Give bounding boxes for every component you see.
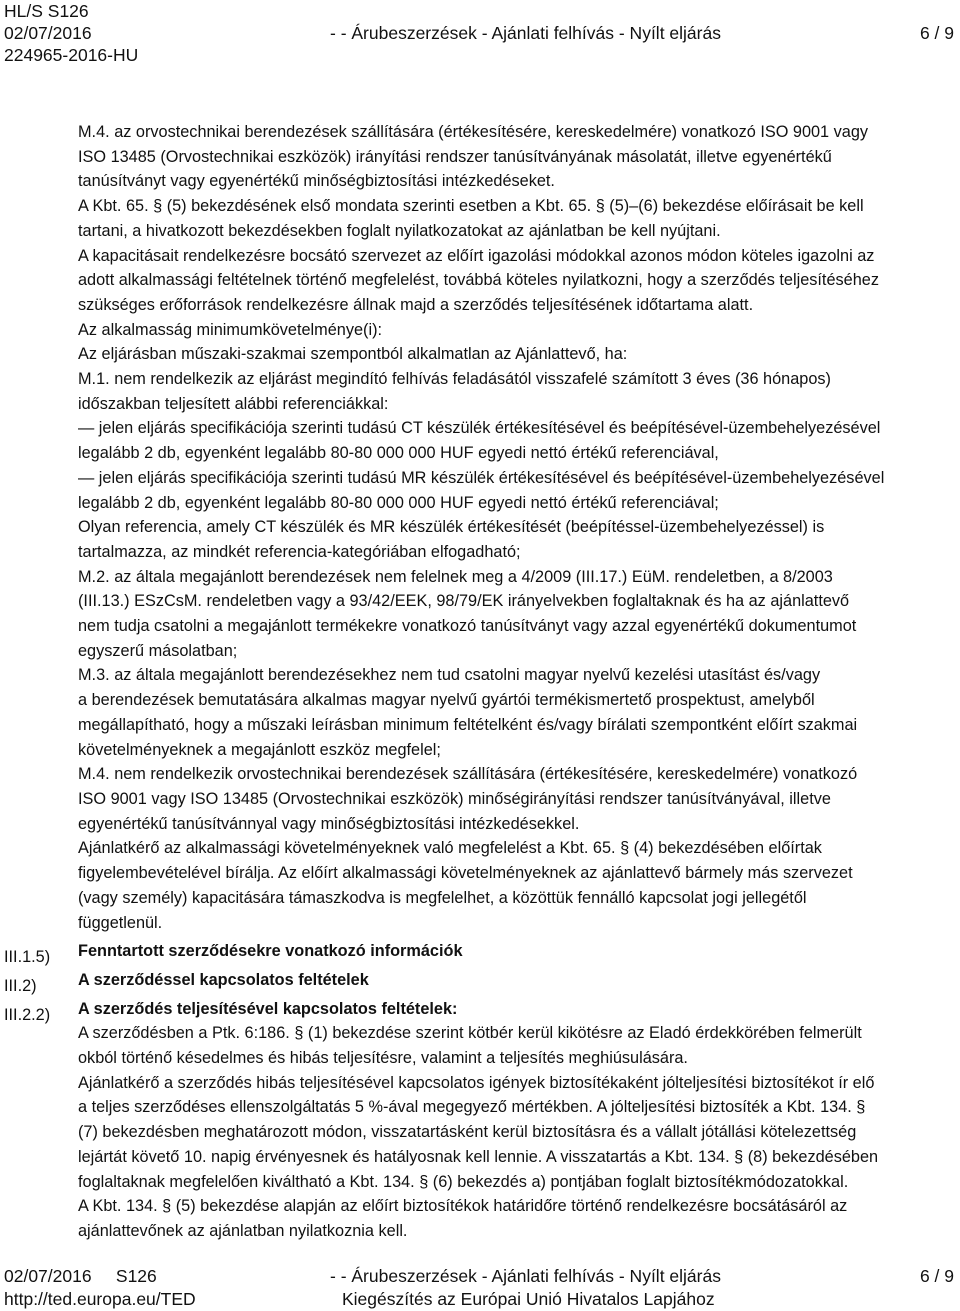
- text-line: Olyan referencia, amely CT készülék és MR készülék értékesítését (beépítéssel-üzembehelyezéssel) is: [78, 518, 825, 537]
- document-body: [78, 120, 956, 1244]
- text-line: tartani, a hivatkozott bekezdésekben foglalt nyilatkozatokat az ajánlatban be kell nyújtani.: [78, 221, 721, 240]
- text-line: Az eljárásban műszaki-szakmai szempontból alkalmatlan az Ajánlattevő, ha:: [78, 345, 628, 364]
- header-ref: 224965-2016-HU: [4, 45, 139, 65]
- text-line: legalább 2 db, egyenként legalább 80-80 000 000 HUF egyedi nettó értékű referenciával,: [78, 444, 719, 463]
- text-line: követelményeknek a megajánlott eszköz megfelel;: [78, 740, 441, 759]
- text-line: időszakban teljesített alábbi referenciákkal:: [78, 394, 389, 413]
- text-line: tartalmazza, az mindkét referencia-kategóriában elfogadható;: [78, 542, 521, 561]
- text-line: M.4. nem rendelkezik orvostechnikai berendezések szállítására (értékesítésére, kereskedelmére) vonatkozó: [78, 765, 858, 784]
- section-number: III.2): [4, 977, 37, 995]
- text-line: a berendezések bemutatására alkalmas magyar nyelvű gyártói termékismertető prospektust, amelyből: [78, 691, 815, 710]
- text-line: ISO 13485 (Orvostechnikai eszközök) irányítási rendszer tanúsítványának másolatát, illetve egyenértékű: [78, 147, 832, 166]
- header-page-number: 6 / 9: [919, 23, 954, 43]
- text-line: foglaltaknak megfelelően kiváltható a Kbt. 134. § (6) bekezdés a) pontjában foglalt biztosítékmódozatokkal.: [78, 1172, 849, 1191]
- section-number: III.1.5): [4, 948, 51, 966]
- text-line: A kapacitásait rendelkezésre bocsátó szervezet az előírt igazolási módokkal azonos módon köteles igazolni az: [78, 246, 875, 265]
- text-line: okból történő késedelmes és hibás teljesítésre, valamint a teljesítés meghiúsulására.: [78, 1049, 688, 1068]
- text-line: szükséges erőforrások rendelkezésre állnak majd a szerződés teljesítésének időtartama alatt.: [78, 295, 754, 314]
- text-line: (7) bekezdésben meghatározott módon, visszatartásként kerül biztosításra és a vállalt jótállási kötelezettség: [78, 1123, 857, 1142]
- text-line: függetlenül.: [78, 913, 163, 932]
- text-line: egyenértékű tanúsítvánnyal vagy minőségbiztosítási intézkedésekkel.: [78, 814, 580, 833]
- footer-publisher: Kiegészítés az Európai Unió Hivatalos Lapjához: [342, 1289, 715, 1309]
- text-line: egyszerű másolatban;: [78, 641, 238, 660]
- section-number: III.2.2): [4, 1006, 51, 1024]
- text-line: a teljes szerződéses ellenszolgáltatás 5 %-ával megegyező mértékben. A jólteljesítési biztosíték a Kbt. 134. §: [78, 1098, 866, 1117]
- text-line: tanúsítványt vagy egyenértékű minőségbiztosítási intézkedéseket.: [78, 172, 555, 191]
- text-line: — jelen eljárás specifikációja szerinti tudású CT készülék értékesítésével és beépítésével-üzembehelyezésével: [78, 419, 881, 438]
- text-line: lejártát követő 10. napig érvényesnek és hatályosnak kell lennie. A visszatartás a Kbt. 134. § (8) bekezdésében: [78, 1147, 879, 1166]
- text-line: M.4. az orvostechnikai berendezések szállítására (értékesítésére, kereskedelmére) vonatkozó ISO 9001 vagy: [78, 123, 869, 141]
- text-line: Ajánlatkérő az alkalmassági követelményeknek való megfelelést a Kbt. 65. § (4) bekezdésében előírtak: [78, 839, 822, 858]
- text-line: Ajánlatkérő a szerződés hibás teljesítésével kapcsolatos igények biztosítékaként jólteljesítési biztosítékot ír elő: [78, 1073, 875, 1092]
- footer-title: - - Árubeszerzések - Ajánlati felhívás - Nyílt eljárás: [330, 1266, 721, 1286]
- page-header: [0, 0, 960, 72]
- footer-page-number: 6 / 9: [919, 1266, 954, 1286]
- text-line: M.3. az általa megajánlott berendezésekhez nem tud csatolni magyar nyelvű kezelési utasítást és/vagy: [78, 666, 821, 685]
- header-left: [4, 0, 138, 66]
- text-line: (vagy személy) kapacitására támaszkodva is megfelelhet, a közöttük fennálló kapcsolat jogi jellegétől: [78, 888, 807, 907]
- text-line: nem tudja csatolni a megajánlott termékekre vonatkozó tanúsítványt vagy azzal egyenértékű dokumentumot: [78, 617, 857, 636]
- text-line: ISO 9001 vagy ISO 13485 (Orvostechnikai eszközök) minőségirányítási rendszer tanúsítványával, illetve: [78, 789, 831, 808]
- text-line: adott alkalmassági feltételnek történő megfelelést, továbbá köteles nyilatkozni, hogy a szerződés teljesítéséhez: [78, 271, 879, 290]
- text-line: A Kbt. 65. § (5) bekezdésének első mondata szerinti esetben a Kbt. 65. § (5)–(6) bekezdése előírásait be kell: [78, 197, 864, 216]
- text-line: M.2. az általa megajánlott berendezések nem felelnek meg a 4/2009 (III.17.) EüM. rendeletben, a 8/2003: [78, 567, 833, 586]
- doc-id: HL/S S126: [4, 1, 89, 21]
- footer-url-link[interactable]: http://ted.europa.eu/TED: [4, 1289, 196, 1309]
- text-line: A szerződésben a Ptk. 6:186. § (1) bekezdése szerint kötbér kerül kikötésre az Eladó érdekkörében felmerült: [78, 1024, 862, 1043]
- text-line: Az alkalmasság minimumkövetelménye(i):: [78, 320, 383, 339]
- text-line: (III.13.) ESzCsM. rendeletben vagy a 93/42/EEK, 98/79/EK irányelvekben foglaltaknak és ha az ajánlattevő: [78, 592, 850, 611]
- text-line: megállapítható, hogy a műszaki leírásban minimum feltételként és/vagy bírálati szempontként előírt szakmai: [78, 715, 858, 734]
- section-title-reserved-contracts: Fenntartott szerződésekre vonatkozó információk: [78, 942, 463, 961]
- footer-date-series: 02/07/2016 S126: [4, 1266, 157, 1286]
- text-line: — jelen eljárás specifikációja szerinti tudású MR készülék értékesítésével és beépítésével-üzembehelyezésével: [78, 468, 885, 487]
- header-date: 02/07/2016: [4, 23, 92, 43]
- text-line: A Kbt. 134. § (5) bekezdése alapján az előírt biztosítékok határidőre történő rendelkezésre bocsátásáról az: [78, 1197, 848, 1216]
- text-line: figyelembevételével bírálja. Az előírt alkalmassági követelményeknek az ajánlattevő bármely más szervezet: [78, 864, 853, 883]
- page-footer: [0, 1264, 960, 1311]
- section-title-contract-conditions: A szerződéssel kapcsolatos feltételek: [78, 970, 369, 989]
- text-line: M.1. nem rendelkezik az eljárást megindító felhívás feladásától visszafelé számított 3 éves (36 hónapos): [78, 370, 831, 389]
- header-title: - - Árubeszerzések - Ajánlati felhívás - Nyílt eljárás: [330, 23, 721, 43]
- section-title-performance-conditions: A szerződés teljesítésével kapcsolatos feltételek:: [78, 999, 458, 1018]
- section-numbers: [4, 943, 76, 1030]
- text-line: legalább 2 db, egyenként legalább 80-80 000 000 HUF egyedi nettó értékű referenciával;: [78, 493, 719, 512]
- text-line: ajánlattevőnek az ajánlatban nyilatkoznia kell.: [78, 1221, 408, 1240]
